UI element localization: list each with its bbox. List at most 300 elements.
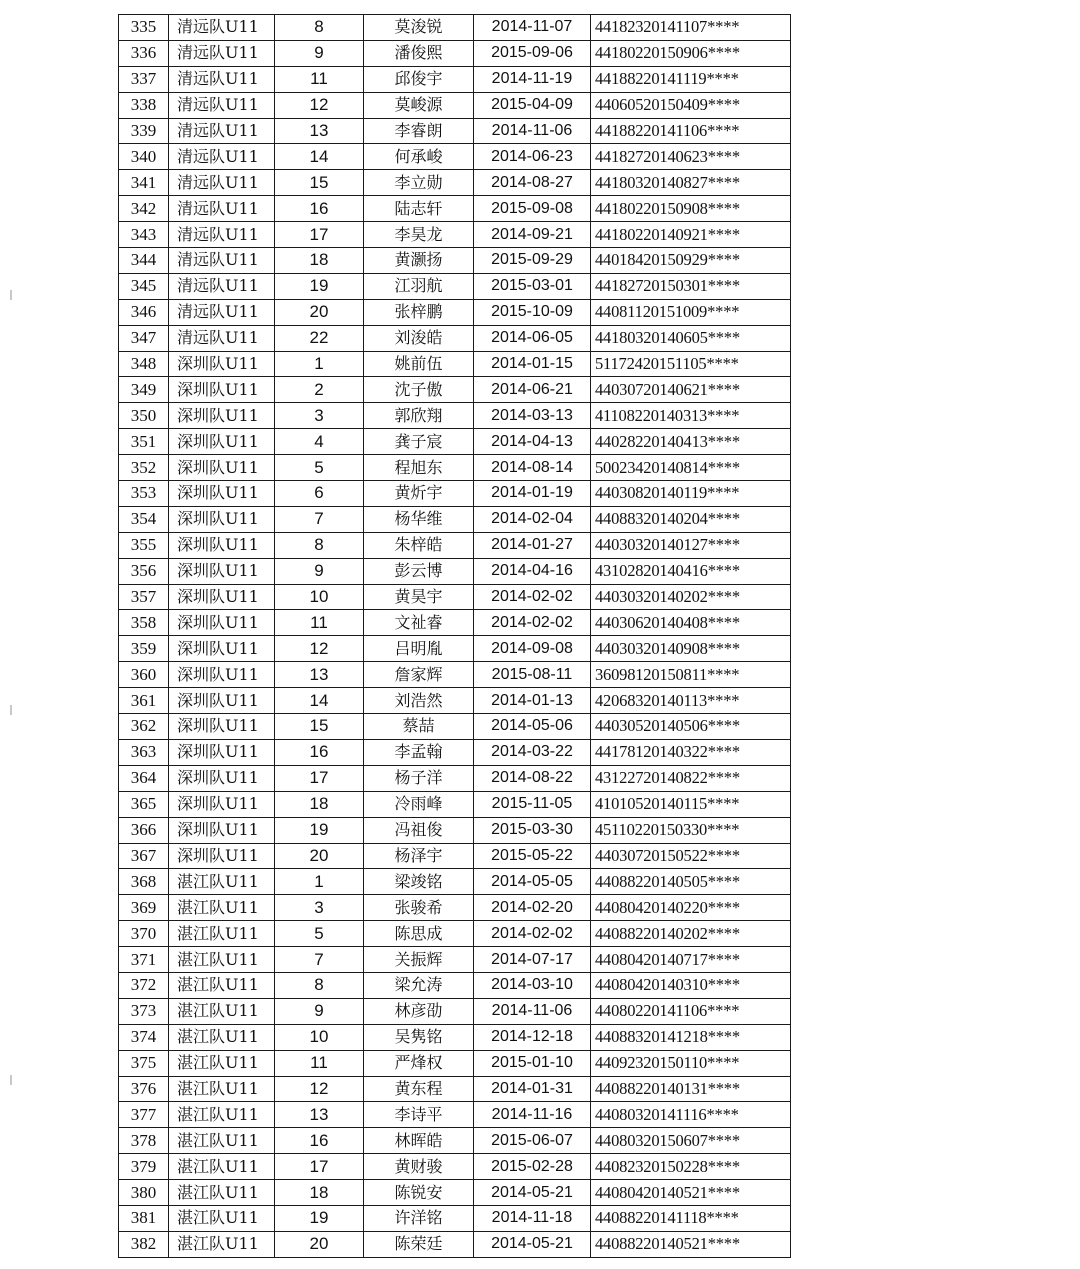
table-row bbox=[119, 144, 791, 170]
birth-date-cell: 2014-04-13 bbox=[474, 429, 591, 455]
id-number-cell: 44080420140717**** bbox=[591, 947, 791, 973]
player-name-cell: 梁竣铭 bbox=[364, 869, 474, 895]
id-number-cell: 44081120151009**** bbox=[591, 299, 791, 325]
birth-date-cell: 2014-05-21 bbox=[474, 1180, 591, 1206]
jersey-number-cell: 11 bbox=[275, 610, 364, 636]
team-cell: 深圳队U11 bbox=[169, 532, 275, 558]
table-row bbox=[119, 40, 791, 66]
jersey-number-cell: 19 bbox=[275, 273, 364, 299]
birth-date-cell: 2014-08-14 bbox=[474, 455, 591, 481]
player-name-cell: 梁允涛 bbox=[364, 972, 474, 998]
team-cell: 清远队U11 bbox=[169, 299, 275, 325]
birth-date-cell: 2014-08-22 bbox=[474, 765, 591, 791]
id-number-cell: 44182320141107**** bbox=[591, 15, 791, 41]
id-number-cell: 44030520140506**** bbox=[591, 714, 791, 740]
sequence-cell: 366 bbox=[119, 817, 169, 843]
sequence-cell: 349 bbox=[119, 377, 169, 403]
sequence-cell: 358 bbox=[119, 610, 169, 636]
birth-date-cell: 2014-07-17 bbox=[474, 947, 591, 973]
birth-date-cell: 2014-02-02 bbox=[474, 584, 591, 610]
table-row bbox=[119, 1102, 791, 1128]
id-number-cell: 44088220140131**** bbox=[591, 1076, 791, 1102]
player-name-cell: 李昊龙 bbox=[364, 222, 474, 248]
player-registration-table bbox=[118, 14, 791, 1258]
table-row bbox=[119, 998, 791, 1024]
table-row bbox=[119, 688, 791, 714]
id-number-cell: 44088320140204**** bbox=[591, 506, 791, 532]
birth-date-cell: 2014-05-21 bbox=[474, 1231, 591, 1257]
table-row bbox=[119, 66, 791, 92]
jersey-number-cell: 16 bbox=[275, 1128, 364, 1154]
player-name-cell: 莫浚锐 bbox=[364, 15, 474, 41]
table-row bbox=[119, 170, 791, 196]
team-cell: 湛江队U11 bbox=[169, 895, 275, 921]
sequence-cell: 350 bbox=[119, 403, 169, 429]
jersey-number-cell: 9 bbox=[275, 998, 364, 1024]
table-row bbox=[119, 1128, 791, 1154]
sequence-cell: 370 bbox=[119, 921, 169, 947]
id-number-cell: 44030820140119**** bbox=[591, 481, 791, 507]
birth-date-cell: 2014-11-07 bbox=[474, 15, 591, 41]
birth-date-cell: 2014-05-05 bbox=[474, 869, 591, 895]
id-number-cell: 44092320150110**** bbox=[591, 1050, 791, 1076]
sequence-cell: 374 bbox=[119, 1024, 169, 1050]
team-cell: 湛江队U11 bbox=[169, 947, 275, 973]
table-row bbox=[119, 1024, 791, 1050]
team-cell: 深圳队U11 bbox=[169, 610, 275, 636]
player-name-cell: 陈锐安 bbox=[364, 1180, 474, 1206]
sequence-cell: 343 bbox=[119, 222, 169, 248]
birth-date-cell: 2014-08-27 bbox=[474, 170, 591, 196]
birth-date-cell: 2014-11-18 bbox=[474, 1205, 591, 1231]
player-name-cell: 潘俊熙 bbox=[364, 40, 474, 66]
id-number-cell: 44018420150929**** bbox=[591, 248, 791, 274]
player-name-cell: 黄财骏 bbox=[364, 1154, 474, 1180]
team-cell: 清远队U11 bbox=[169, 273, 275, 299]
table-row bbox=[119, 1180, 791, 1206]
player-name-cell: 郭欣翔 bbox=[364, 403, 474, 429]
birth-date-cell: 2014-11-06 bbox=[474, 118, 591, 144]
jersey-number-cell: 6 bbox=[275, 481, 364, 507]
sequence-cell: 381 bbox=[119, 1205, 169, 1231]
player-name-cell: 陆志轩 bbox=[364, 196, 474, 222]
team-cell: 深圳队U11 bbox=[169, 403, 275, 429]
jersey-number-cell: 7 bbox=[275, 506, 364, 532]
table-row bbox=[119, 947, 791, 973]
table-row bbox=[119, 1205, 791, 1231]
jersey-number-cell: 12 bbox=[275, 92, 364, 118]
jersey-number-cell: 10 bbox=[275, 1024, 364, 1050]
table-row bbox=[119, 196, 791, 222]
player-name-cell: 杨子洋 bbox=[364, 765, 474, 791]
sequence-cell: 351 bbox=[119, 429, 169, 455]
jersey-number-cell: 17 bbox=[275, 1154, 364, 1180]
team-cell: 湛江队U11 bbox=[169, 1128, 275, 1154]
jersey-number-cell: 11 bbox=[275, 1050, 364, 1076]
player-name-cell: 朱梓皓 bbox=[364, 532, 474, 558]
sequence-cell: 339 bbox=[119, 118, 169, 144]
sequence-cell: 372 bbox=[119, 972, 169, 998]
birth-date-cell: 2014-01-15 bbox=[474, 351, 591, 377]
team-cell: 湛江队U11 bbox=[169, 1231, 275, 1257]
id-number-cell: 44180220140921**** bbox=[591, 222, 791, 248]
table-row bbox=[119, 1231, 791, 1257]
id-number-cell: 44188220141106**** bbox=[591, 118, 791, 144]
sequence-cell: 347 bbox=[119, 325, 169, 351]
jersey-number-cell: 19 bbox=[275, 817, 364, 843]
jersey-number-cell: 20 bbox=[275, 843, 364, 869]
player-name-cell: 李立勋 bbox=[364, 170, 474, 196]
table-row bbox=[119, 817, 791, 843]
player-name-cell: 李睿朗 bbox=[364, 118, 474, 144]
jersey-number-cell: 11 bbox=[275, 66, 364, 92]
player-name-cell: 冯祖俊 bbox=[364, 817, 474, 843]
sequence-cell: 336 bbox=[119, 40, 169, 66]
player-name-cell: 蔡喆 bbox=[364, 714, 474, 740]
jersey-number-cell: 5 bbox=[275, 455, 364, 481]
id-number-cell: 50023420140814**** bbox=[591, 455, 791, 481]
jersey-number-cell: 14 bbox=[275, 688, 364, 714]
sequence-cell: 375 bbox=[119, 1050, 169, 1076]
scan-mark-top bbox=[10, 290, 12, 300]
table-row bbox=[119, 765, 791, 791]
sequence-cell: 344 bbox=[119, 248, 169, 274]
id-number-cell: 44080220141106**** bbox=[591, 998, 791, 1024]
team-cell: 深圳队U11 bbox=[169, 714, 275, 740]
table-row bbox=[119, 791, 791, 817]
player-name-cell: 黄东程 bbox=[364, 1076, 474, 1102]
jersey-number-cell: 1 bbox=[275, 869, 364, 895]
id-number-cell: 44030320140202**** bbox=[591, 584, 791, 610]
team-cell: 湛江队U11 bbox=[169, 972, 275, 998]
jersey-number-cell: 18 bbox=[275, 791, 364, 817]
table-row bbox=[119, 222, 791, 248]
sequence-cell: 377 bbox=[119, 1102, 169, 1128]
team-cell: 湛江队U11 bbox=[169, 869, 275, 895]
table-row bbox=[119, 15, 791, 41]
birth-date-cell: 2014-03-10 bbox=[474, 972, 591, 998]
player-name-cell: 莫峻源 bbox=[364, 92, 474, 118]
sequence-cell: 357 bbox=[119, 584, 169, 610]
birth-date-cell: 2014-05-06 bbox=[474, 714, 591, 740]
player-name-cell: 冷雨峰 bbox=[364, 791, 474, 817]
team-cell: 深圳队U11 bbox=[169, 558, 275, 584]
jersey-number-cell: 14 bbox=[275, 144, 364, 170]
id-number-cell: 44182720150301**** bbox=[591, 273, 791, 299]
id-number-cell: 44088220140521**** bbox=[591, 1231, 791, 1257]
birth-date-cell: 2015-03-30 bbox=[474, 817, 591, 843]
sequence-cell: 365 bbox=[119, 791, 169, 817]
jersey-number-cell: 22 bbox=[275, 325, 364, 351]
id-number-cell: 44088220140202**** bbox=[591, 921, 791, 947]
player-name-cell: 刘浩然 bbox=[364, 688, 474, 714]
team-cell: 深圳队U11 bbox=[169, 765, 275, 791]
birth-date-cell: 2015-06-07 bbox=[474, 1128, 591, 1154]
table-row bbox=[119, 481, 791, 507]
team-cell: 湛江队U11 bbox=[169, 1180, 275, 1206]
sequence-cell: 341 bbox=[119, 170, 169, 196]
id-number-cell: 44088220141118**** bbox=[591, 1205, 791, 1231]
team-cell: 深圳队U11 bbox=[169, 688, 275, 714]
player-name-cell: 张梓鹏 bbox=[364, 299, 474, 325]
birth-date-cell: 2015-03-01 bbox=[474, 273, 591, 299]
table-row bbox=[119, 248, 791, 274]
jersey-number-cell: 16 bbox=[275, 196, 364, 222]
sequence-cell: 346 bbox=[119, 299, 169, 325]
table-row bbox=[119, 403, 791, 429]
team-cell: 清远队U11 bbox=[169, 118, 275, 144]
id-number-cell: 44180320140827**** bbox=[591, 170, 791, 196]
id-number-cell: 44080420140220**** bbox=[591, 895, 791, 921]
player-name-cell: 严烽权 bbox=[364, 1050, 474, 1076]
sequence-cell: 353 bbox=[119, 481, 169, 507]
player-name-cell: 杨泽宇 bbox=[364, 843, 474, 869]
player-name-cell: 黄昊宇 bbox=[364, 584, 474, 610]
sequence-cell: 362 bbox=[119, 714, 169, 740]
birth-date-cell: 2014-02-04 bbox=[474, 506, 591, 532]
team-cell: 清远队U11 bbox=[169, 248, 275, 274]
team-cell: 清远队U11 bbox=[169, 92, 275, 118]
team-cell: 湛江队U11 bbox=[169, 1050, 275, 1076]
sequence-cell: 369 bbox=[119, 895, 169, 921]
team-cell: 清远队U11 bbox=[169, 325, 275, 351]
birth-date-cell: 2015-08-11 bbox=[474, 662, 591, 688]
player-name-cell: 陈荣廷 bbox=[364, 1231, 474, 1257]
team-cell: 深圳队U11 bbox=[169, 455, 275, 481]
team-cell: 深圳队U11 bbox=[169, 662, 275, 688]
birth-date-cell: 2014-12-18 bbox=[474, 1024, 591, 1050]
id-number-cell: 44030720150522**** bbox=[591, 843, 791, 869]
jersey-number-cell: 7 bbox=[275, 947, 364, 973]
id-number-cell: 44030320140908**** bbox=[591, 636, 791, 662]
team-cell: 清远队U11 bbox=[169, 222, 275, 248]
player-name-cell: 姚前伍 bbox=[364, 351, 474, 377]
birth-date-cell: 2014-01-31 bbox=[474, 1076, 591, 1102]
id-number-cell: 41010520140115**** bbox=[591, 791, 791, 817]
player-name-cell: 黄灏扬 bbox=[364, 248, 474, 274]
sequence-cell: 376 bbox=[119, 1076, 169, 1102]
jersey-number-cell: 17 bbox=[275, 222, 364, 248]
jersey-number-cell: 1 bbox=[275, 351, 364, 377]
sequence-cell: 335 bbox=[119, 15, 169, 41]
jersey-number-cell: 12 bbox=[275, 1076, 364, 1102]
birth-date-cell: 2014-09-08 bbox=[474, 636, 591, 662]
id-number-cell: 44030720140621**** bbox=[591, 377, 791, 403]
player-name-cell: 杨华维 bbox=[364, 506, 474, 532]
player-name-cell: 詹家辉 bbox=[364, 662, 474, 688]
player-name-cell: 林晖皓 bbox=[364, 1128, 474, 1154]
sequence-cell: 338 bbox=[119, 92, 169, 118]
birth-date-cell: 2014-06-23 bbox=[474, 144, 591, 170]
table-row bbox=[119, 921, 791, 947]
player-name-cell: 吴隽铭 bbox=[364, 1024, 474, 1050]
birth-date-cell: 2014-02-20 bbox=[474, 895, 591, 921]
id-number-cell: 44178120140322**** bbox=[591, 739, 791, 765]
player-name-cell: 吕明胤 bbox=[364, 636, 474, 662]
sequence-cell: 379 bbox=[119, 1154, 169, 1180]
birth-date-cell: 2015-02-28 bbox=[474, 1154, 591, 1180]
id-number-cell: 44080320150607**** bbox=[591, 1128, 791, 1154]
table-row bbox=[119, 584, 791, 610]
sequence-cell: 382 bbox=[119, 1231, 169, 1257]
jersey-number-cell: 8 bbox=[275, 972, 364, 998]
team-cell: 深圳队U11 bbox=[169, 481, 275, 507]
birth-date-cell: 2014-06-21 bbox=[474, 377, 591, 403]
jersey-number-cell: 9 bbox=[275, 558, 364, 584]
id-number-cell: 41108220140313**** bbox=[591, 403, 791, 429]
birth-date-cell: 2015-09-06 bbox=[474, 40, 591, 66]
jersey-number-cell: 3 bbox=[275, 895, 364, 921]
birth-date-cell: 2014-11-19 bbox=[474, 66, 591, 92]
team-cell: 深圳队U11 bbox=[169, 377, 275, 403]
team-cell: 湛江队U11 bbox=[169, 1076, 275, 1102]
team-cell: 湛江队U11 bbox=[169, 1154, 275, 1180]
birth-date-cell: 2015-09-29 bbox=[474, 248, 591, 274]
table-row bbox=[119, 351, 791, 377]
jersey-number-cell: 20 bbox=[275, 299, 364, 325]
table-row bbox=[119, 429, 791, 455]
table-row bbox=[119, 506, 791, 532]
table-row bbox=[119, 299, 791, 325]
team-cell: 湛江队U11 bbox=[169, 1102, 275, 1128]
birth-date-cell: 2015-04-09 bbox=[474, 92, 591, 118]
table-row bbox=[119, 273, 791, 299]
id-number-cell: 44088320141218**** bbox=[591, 1024, 791, 1050]
id-number-cell: 36098120150811**** bbox=[591, 662, 791, 688]
jersey-number-cell: 18 bbox=[275, 1180, 364, 1206]
sequence-cell: 368 bbox=[119, 869, 169, 895]
birth-date-cell: 2014-01-19 bbox=[474, 481, 591, 507]
player-name-cell: 沈子傲 bbox=[364, 377, 474, 403]
table-row bbox=[119, 739, 791, 765]
jersey-number-cell: 5 bbox=[275, 921, 364, 947]
birth-date-cell: 2014-04-16 bbox=[474, 558, 591, 584]
table-row bbox=[119, 1154, 791, 1180]
id-number-cell: 44088220140505**** bbox=[591, 869, 791, 895]
jersey-number-cell: 12 bbox=[275, 636, 364, 662]
id-number-cell: 44030620140408**** bbox=[591, 610, 791, 636]
table-row bbox=[119, 92, 791, 118]
jersey-number-cell: 4 bbox=[275, 429, 364, 455]
table-row bbox=[119, 455, 791, 481]
sequence-cell: 356 bbox=[119, 558, 169, 584]
table-row bbox=[119, 636, 791, 662]
table-row bbox=[119, 532, 791, 558]
team-cell: 清远队U11 bbox=[169, 15, 275, 41]
id-number-cell: 44060520150409**** bbox=[591, 92, 791, 118]
player-name-cell: 文祉睿 bbox=[364, 610, 474, 636]
id-number-cell: 44180220150906**** bbox=[591, 40, 791, 66]
table-row bbox=[119, 1050, 791, 1076]
birth-date-cell: 2014-11-16 bbox=[474, 1102, 591, 1128]
id-number-cell: 44030320140127**** bbox=[591, 532, 791, 558]
jersey-number-cell: 2 bbox=[275, 377, 364, 403]
table-row bbox=[119, 558, 791, 584]
sequence-cell: 345 bbox=[119, 273, 169, 299]
id-number-cell: 42068320140113**** bbox=[591, 688, 791, 714]
team-cell: 清远队U11 bbox=[169, 40, 275, 66]
sequence-cell: 361 bbox=[119, 688, 169, 714]
player-name-cell: 何承峻 bbox=[364, 144, 474, 170]
table-row bbox=[119, 662, 791, 688]
table-row bbox=[119, 895, 791, 921]
id-number-cell: 45110220150330**** bbox=[591, 817, 791, 843]
sequence-cell: 378 bbox=[119, 1128, 169, 1154]
jersey-number-cell: 13 bbox=[275, 118, 364, 144]
team-cell: 清远队U11 bbox=[169, 144, 275, 170]
sequence-cell: 352 bbox=[119, 455, 169, 481]
scan-mark-middle bbox=[10, 705, 12, 715]
id-number-cell: 43122720140822**** bbox=[591, 765, 791, 791]
team-cell: 深圳队U11 bbox=[169, 817, 275, 843]
team-cell: 深圳队U11 bbox=[169, 506, 275, 532]
table-row bbox=[119, 869, 791, 895]
jersey-number-cell: 15 bbox=[275, 170, 364, 196]
jersey-number-cell: 13 bbox=[275, 1102, 364, 1128]
id-number-cell: 44188220141119**** bbox=[591, 66, 791, 92]
sequence-cell: 380 bbox=[119, 1180, 169, 1206]
table-row bbox=[119, 843, 791, 869]
jersey-number-cell: 8 bbox=[275, 15, 364, 41]
player-name-cell: 关振辉 bbox=[364, 947, 474, 973]
player-name-cell: 程旭东 bbox=[364, 455, 474, 481]
birth-date-cell: 2014-03-13 bbox=[474, 403, 591, 429]
team-cell: 深圳队U11 bbox=[169, 351, 275, 377]
sequence-cell: 367 bbox=[119, 843, 169, 869]
jersey-number-cell: 19 bbox=[275, 1205, 364, 1231]
team-cell: 清远队U11 bbox=[169, 66, 275, 92]
table-row bbox=[119, 714, 791, 740]
id-number-cell: 43102820140416**** bbox=[591, 558, 791, 584]
player-name-cell: 龚子宸 bbox=[364, 429, 474, 455]
birth-date-cell: 2014-01-13 bbox=[474, 688, 591, 714]
team-cell: 湛江队U11 bbox=[169, 1205, 275, 1231]
table-body bbox=[119, 15, 791, 1258]
team-cell: 深圳队U11 bbox=[169, 429, 275, 455]
team-cell: 深圳队U11 bbox=[169, 843, 275, 869]
birth-date-cell: 2015-09-08 bbox=[474, 196, 591, 222]
player-name-cell: 林彦劭 bbox=[364, 998, 474, 1024]
team-cell: 深圳队U11 bbox=[169, 739, 275, 765]
team-cell: 深圳队U11 bbox=[169, 584, 275, 610]
jersey-number-cell: 10 bbox=[275, 584, 364, 610]
player-name-cell: 许洋铭 bbox=[364, 1205, 474, 1231]
player-name-cell: 邱俊宇 bbox=[364, 66, 474, 92]
sequence-cell: 337 bbox=[119, 66, 169, 92]
table-row bbox=[119, 610, 791, 636]
table-row bbox=[119, 118, 791, 144]
id-number-cell: 44082320150228**** bbox=[591, 1154, 791, 1180]
team-cell: 湛江队U11 bbox=[169, 1024, 275, 1050]
sequence-cell: 363 bbox=[119, 739, 169, 765]
birth-date-cell: 2015-11-05 bbox=[474, 791, 591, 817]
jersey-number-cell: 13 bbox=[275, 662, 364, 688]
jersey-number-cell: 17 bbox=[275, 765, 364, 791]
jersey-number-cell: 8 bbox=[275, 532, 364, 558]
player-name-cell: 彭云博 bbox=[364, 558, 474, 584]
jersey-number-cell: 9 bbox=[275, 40, 364, 66]
table-row bbox=[119, 972, 791, 998]
team-cell: 清远队U11 bbox=[169, 170, 275, 196]
sequence-cell: 355 bbox=[119, 532, 169, 558]
jersey-number-cell: 16 bbox=[275, 739, 364, 765]
sequence-cell: 371 bbox=[119, 947, 169, 973]
birth-date-cell: 2014-02-02 bbox=[474, 921, 591, 947]
id-number-cell: 44080420140521**** bbox=[591, 1180, 791, 1206]
team-cell: 清远队U11 bbox=[169, 196, 275, 222]
birth-date-cell: 2015-01-10 bbox=[474, 1050, 591, 1076]
player-name-cell: 陈思成 bbox=[364, 921, 474, 947]
